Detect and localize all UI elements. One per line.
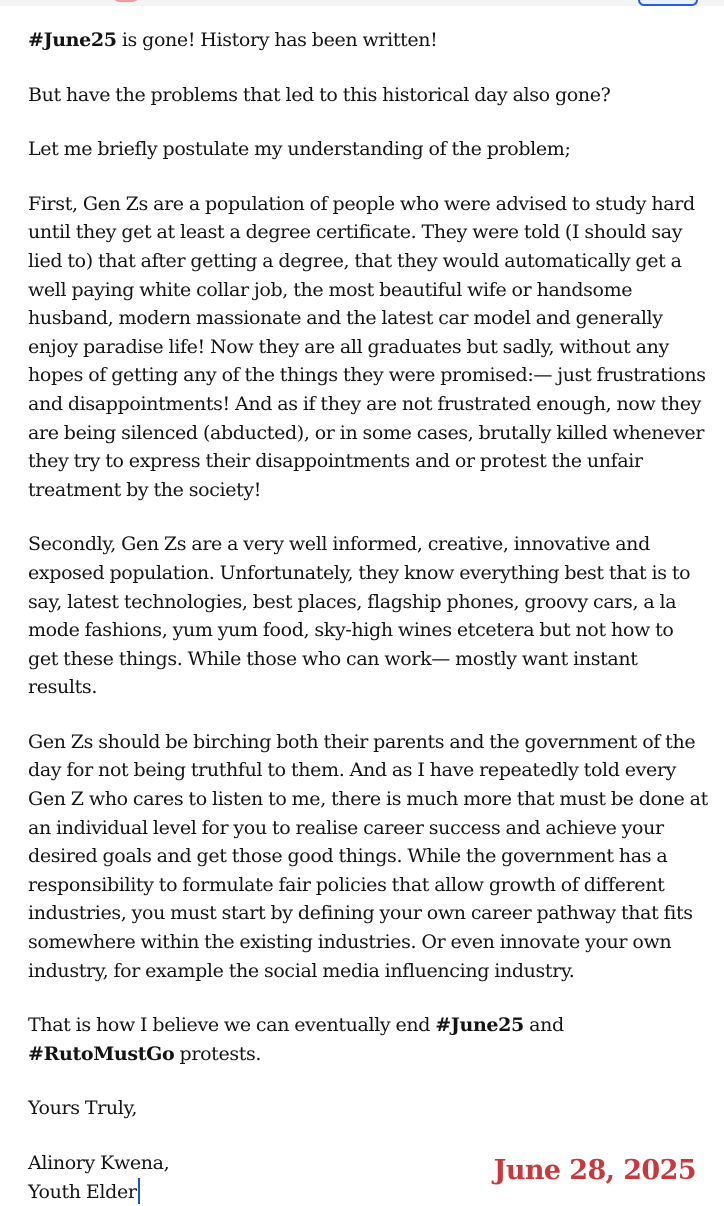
conclusion-tail: protests. bbox=[174, 1042, 262, 1065]
closing-phrase: Yours Truly, bbox=[28, 1097, 138, 1120]
conclusion-and: and bbox=[523, 1014, 564, 1037]
signature-title: Youth Elder bbox=[28, 1180, 137, 1203]
top-edge-strip bbox=[0, 0, 724, 6]
paragraph-intro: Let me briefly postulate my understanding of the problem; bbox=[28, 138, 571, 161]
paragraph-second-point: Secondly, Gen Zs are a very well informed, creative, innovative and exposed population. Unfortunately, they know everything best that is to say, latest technologies, best places, flagship phones, groovy cars, a la mode fashions, yum yum food, sky-high wines etcetera but not how to get these things. While those who can work— mostly want instant results. bbox=[28, 533, 691, 699]
opening-text: is gone! History has been written! bbox=[116, 29, 438, 51]
hashtag-june25: #June25 bbox=[28, 29, 117, 51]
hashtag-rutomustgo: #RutoMustGo bbox=[28, 1042, 175, 1065]
paragraph-conclusion bbox=[28, 1011, 708, 1068]
top-right-partial-button bbox=[638, 0, 698, 6]
top-left-partial-shape bbox=[112, 0, 140, 2]
hashtag-june25-second: #June25 bbox=[435, 1014, 524, 1037]
letter-body[interactable] bbox=[28, 26, 708, 1206]
paragraph-opening bbox=[28, 26, 708, 55]
paragraph-first-point: First, Gen Zs are a population of people who were advised to study hard until they get at least a degree certificate. They were told (I should say lied to) that after getting a degree, that they would automatically get a well paying white collar job, the most beautiful wife or handsome husband, modern massionate and the latest car model and generally enjoy paradise life! Now they are all graduates but sadly, without any hopes of getting any of the things they were promised:— just frustrations and disappointments! And as if they are not frustrated enough, now they are being silenced (abducted), or in some cases, brutally killed whenever they try to express their disappointments and or protest the unfair treatment by the society! bbox=[28, 192, 706, 501]
paragraph-question: But have the problems that led to this historical day also gone? bbox=[28, 83, 611, 106]
conclusion-lead: That is how I believe we can eventually end bbox=[28, 1014, 436, 1037]
signature-name: Alinory Kwena, bbox=[28, 1152, 170, 1174]
paragraph-advice: Gen Zs should be birching both their parents and the government of the day for not being truthful to them. And as I have repeatedly told every Gen Z who cares to listen to me, there is much more that must be done at an individual level for you to realise career success and achieve your desired goals and get those good things. While the government has a responsibility to formulate fair policies that allow growth of different industries, you must start by defining your own career pathway that fits somewhere within the existing industries. Or even innovate your own industry, for example the social media influencing industry. bbox=[28, 730, 708, 982]
date-stamp: June 28, 2025 bbox=[493, 1155, 696, 1186]
